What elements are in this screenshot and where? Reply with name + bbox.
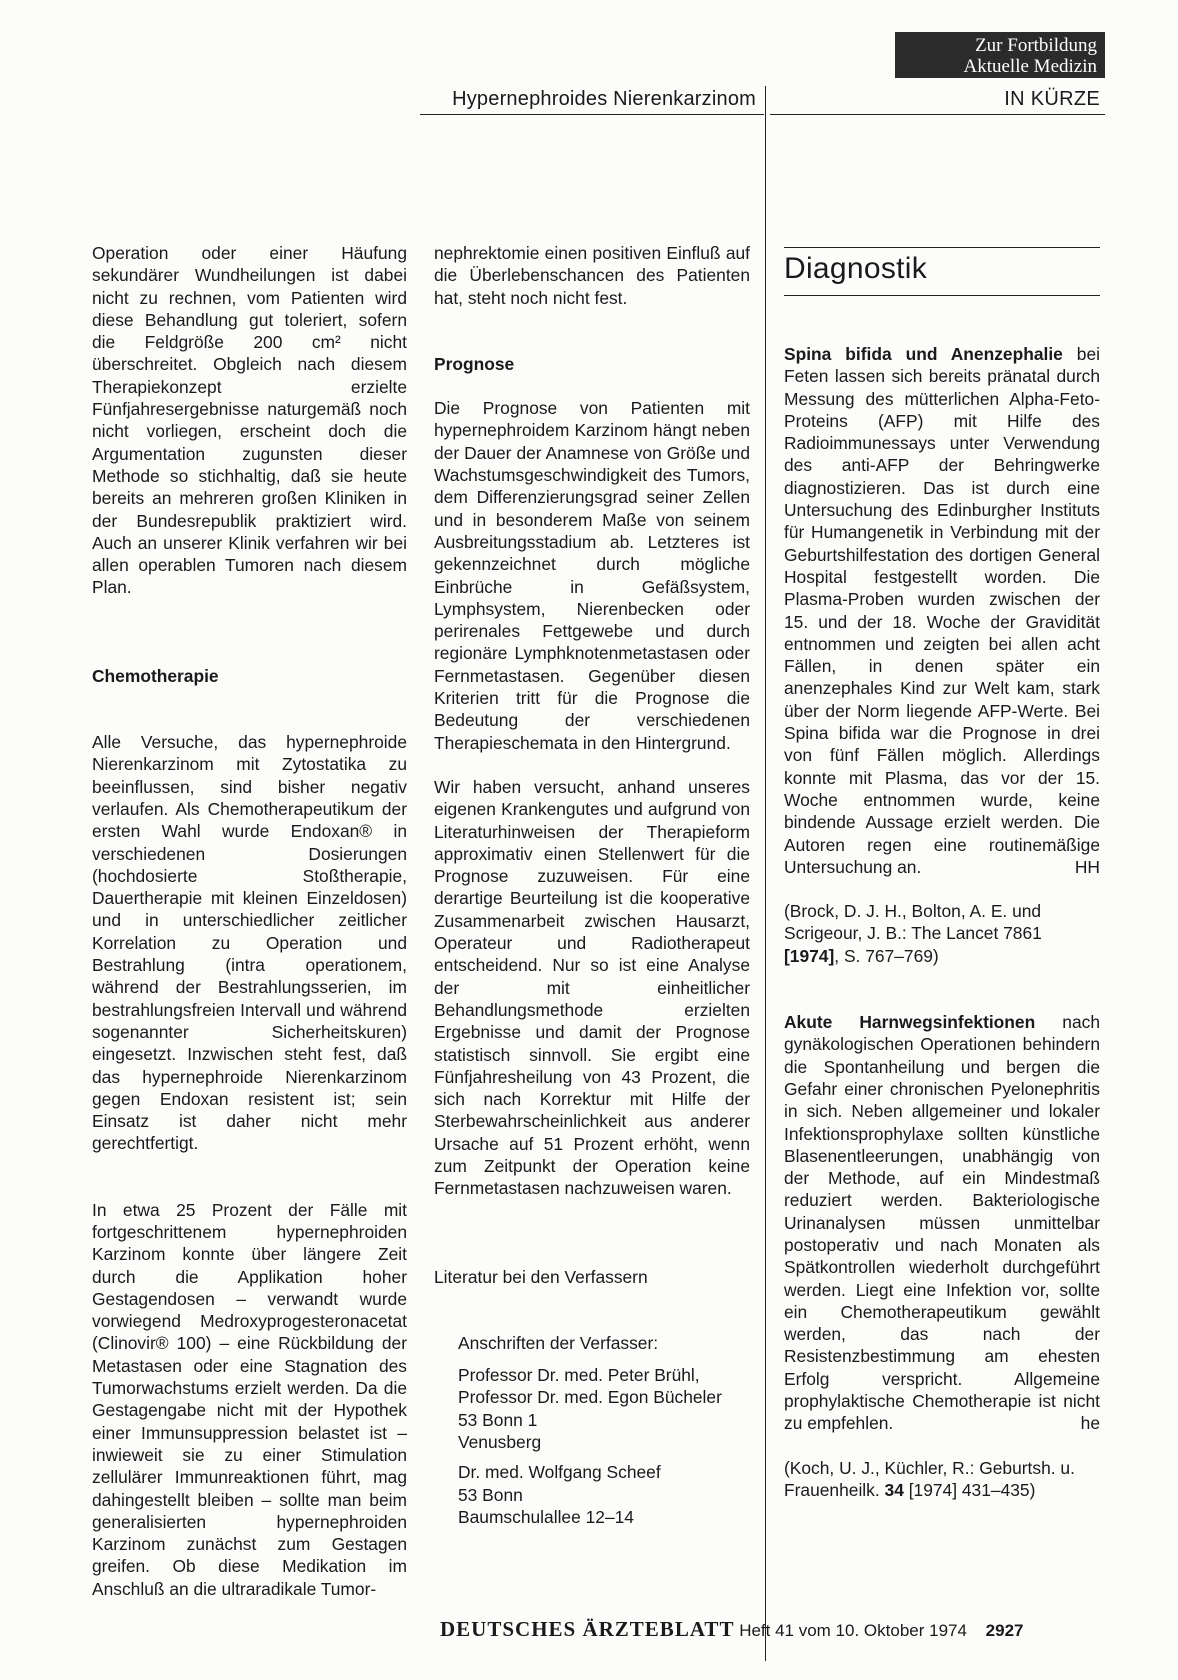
author-initials: HH — [1074, 856, 1100, 877]
paragraph: Wir haben versucht, anhand unseres eigenen Krankengutes und aufgrund von Literaturhinweisen der Therapieform approximativ einen Stellenwert für die Prognose zuzuweisen. Für eine derartige Beurteilung ist die kooperative Zusammenarbeit zwischen Hausarzt, Operateur und Radiotherapeut entscheidend. Nur so ist eine Analyse der mit einheitlicher Behandlungsmethode erzielten Ergebnisse und damit der Prognose statistisch sinnvoll. Sie ergibt eine Fünfjahresheilung von 43 Prozent, die sich nach Korrektur mit Hilfe der Sterbewahrscheinlichkeit aus anderer Ursache auf 51 Prozent erhöht, wenn zum Zeitpunkt der Operation keine Fernmetastasen nachzuweisen waren. — [434, 776, 750, 1199]
column-divider — [765, 86, 766, 1661]
address-line: Venusberg — [458, 1432, 542, 1453]
news-item-text: nach gynäkologischen Operationen behindern die Spontanheilung und bergen die Gefahr einer chronischen Pyelonephritis in sich. Neben allgemeiner und lokaler Infektionsprophylaxe sollten künstliche Blasenentleerungen, unabhängig von der Methode, auf ein Mindestmaß reduziert werden. Bakteriologische Urinanalysen müssen unmittelbar postoperativ und nach Monaten als Spätkontrollen wiederholt durchgeführt werden. Liegt eine Infektion vor, sollte ein Chemotherapeutikum gewählt werden, das nach der Resistenzbestimmung am ehesten Erfolg verspricht. Allgemeine prophylaktische Chemotherapie ist nicht zu empfehlen. — [784, 1012, 1100, 1434]
column-1 — [92, 242, 407, 1600]
header-rule-left — [420, 114, 764, 115]
paragraph: Die Prognose von Patienten mit hypernephroidem Karzinom hängt neben der Dauer der Anamnese von Größe und Wachstumsgeschwindigkeit des Tumors, dem Differenzierungsgrad seiner Zellen und in besonderem Maße von seinem Ausbreitungsstadium ab. Letzteres ist gekennzeichnet durch mögliche Einbrüche in Gefäßsystem, Lymphsystem, Nierenbecken oder perirenales Fettgewebe und durch regionäre Lymphknotenmetastasen oder Fernmetastasen. Gegenüber diesen Kriterien tritt für die Prognose die Bedeutung der verschiedenen Therapieschemata in den Hintergrund. — [434, 398, 750, 753]
news-item-lead: Akute Harnwegsinfektionen — [784, 1012, 1036, 1033]
diagnostik-rule-bottom — [784, 295, 1100, 296]
paragraph: Alle Versuche, das hypernephroide Nierenkarzinom mit Zytostatika zu beeinflussen, sind bisher negativ verlaufen. Als Chemotherapeutikum der ersten Wahl wurde Endoxan® in verschiedenen Dosierungen (hochdosierte Stoßtherapie, Dauertherapie mit kleinen Einzeldosen) und in unterschiedlicher zeitlicher Korrelation zu Operation und Bestrahlung (intra operationem, während der Bestrahlungsserien, im bestrahlungsfreien Intervall und während sogenannter Sicherheitskuren) eingesetzt. Inzwischen steht fest, daß das hypernephroide Nierenkarzinom gegen Endoxan resistent ist; sein Einsatz ist daher nicht mehr gerechtfertigt. — [92, 732, 407, 1154]
paragraph: In etwa 25 Prozent der Fälle mit fortgeschrittenem hypernephroiden Karzinom konnte über längere Zeit durch die Applikation hoher Gestagendosen – verwandt wurde vorwiegend Medroxyprogesteronacetat (Clinovir® 100) – eine Rückbildung der Metastasen oder eine Stagnation des Tumorwachstums erzielt werden. Da die Gestagengabe nicht mit der Hypothek einer Immunsuppression belastet ist – inwieweit sie zu einer Stimulation zellulärer Immunreaktionen führt, mag dahingestellt bleiben – sollte man beim generalisierten hypernephroiden Karzinom zunächst zum Gestagen greifen. Ob diese Medikation im Anschluß an die ultraradikale Tumor- — [92, 1199, 407, 1599]
author-initials: he — [1080, 1413, 1100, 1434]
address-line: 53 Bonn — [458, 1484, 523, 1505]
address-line: Baumschulallee 12–14 — [458, 1506, 634, 1527]
running-head-left: Hypernephroides Nierenkarzinom — [452, 88, 756, 110]
news-item — [784, 343, 1100, 878]
section-badge — [895, 32, 1105, 78]
issue-info: Heft 41 vom 10. Oktober 1974 — [739, 1621, 967, 1640]
section-title-diagnostik: Diagnostik — [784, 252, 928, 285]
address-line: 53 Bonn 1 — [458, 1409, 538, 1430]
page-number: 2927 — [985, 1621, 1024, 1640]
column-3 — [784, 343, 1100, 1501]
news-item-text: bei Feten lassen sich bereits pränatal durch Messung des mütterlichen Alpha-Feto-Proteins (AFP) mit Hilfe des Radioimmunessays unter Verwendung des anti-AFP der Behringwerke diagnostizieren. Das ist durch eine Untersuchung des Edinburgher Instituts für Humangenetik in Verbindung mit der Geburtshilfestation des dortigen General Hospital festgestellt worden. Die Plasma-Proben wurden zwischen der 15. und der 18. Woche der Gravidität entnommen und zeigten bei allen acht Fällen, in denen später ein anenzephales Kind zur Welt kam, stark über der Norm liegende AFP-Werte. Bei Spina bifida war die Prognose in drei von fünf Fällen möglich. Allerdings konnte mit Plasma, das vor der 15. Woche entnommen wurde, keine bindende Aussage erzielt werden. Die Autoren regen eine routinemäßige Untersuchung an. — [784, 344, 1100, 877]
literature-note: Literatur bei den Verfassern — [434, 1266, 648, 1287]
news-item-lead: Spina bifida und Anenzephalie — [784, 344, 1063, 364]
diagnostik-rule-top — [784, 247, 1100, 248]
address-line: Professor Dr. med. Peter Brühl, — [458, 1365, 700, 1386]
paragraph: Operation oder einer Häufung sekundärer Wundheilungen ist dabei nicht zu rechnen, vom Patienten wird diese Behandlung gut toleriert, sofern die Feldgröße 200 cm² nicht überschreitet. Obgleich nach diesem Therapiekonzept erzielte Fünfjahresergebnisse naturgemäß noch nicht vorliegen, erscheint doch die Argumentation zugunsten dieser Methode so stichhaltig, daß sie heute bereits an mehreren großen Kliniken in der Bundesrepublik praktiziert wird. Auch an unserer Klinik verfahren wir bei allen operablen Tumoren nach diesem Plan. — [92, 243, 407, 598]
column-2 — [434, 242, 750, 1528]
section-heading-prognose: Prognose — [434, 353, 515, 374]
journal-masthead: DEUTSCHES ÄRZTEBLATT — [440, 1617, 735, 1641]
badge-line-2: Aktuelle Medizin — [963, 56, 1097, 77]
reference: (Brock, D. J. H., Bolton, A. E. und Scrigeour, J. B.: The Lancet 7861 [1974], S. 767–769) — [784, 901, 1042, 966]
reference: (Koch, U. J., Küchler, R.: Geburtsh. u. Frauenheilk. 34 [1974] 431–435) — [784, 1457, 1075, 1500]
news-item — [784, 1011, 1100, 1435]
section-heading-chemotherapie: Chemotherapie — [92, 665, 219, 686]
running-head-right: IN KÜRZE — [1004, 88, 1100, 110]
header-rule-right — [770, 114, 1105, 115]
address-title: Anschriften der Verfasser: — [458, 1332, 659, 1353]
author-addresses — [434, 1332, 750, 1528]
address-line: Dr. med. Wolfgang Scheef — [458, 1462, 661, 1483]
paragraph: nephrektomie einen positiven Einfluß auf die Überlebenschancen des Patienten hat, steht noch nicht fest. — [434, 243, 750, 308]
page-footer — [440, 1617, 1100, 1642]
badge-line-1: Zur Fortbildung — [975, 35, 1097, 56]
address-line: Professor Dr. med. Egon Bücheler — [458, 1387, 722, 1408]
